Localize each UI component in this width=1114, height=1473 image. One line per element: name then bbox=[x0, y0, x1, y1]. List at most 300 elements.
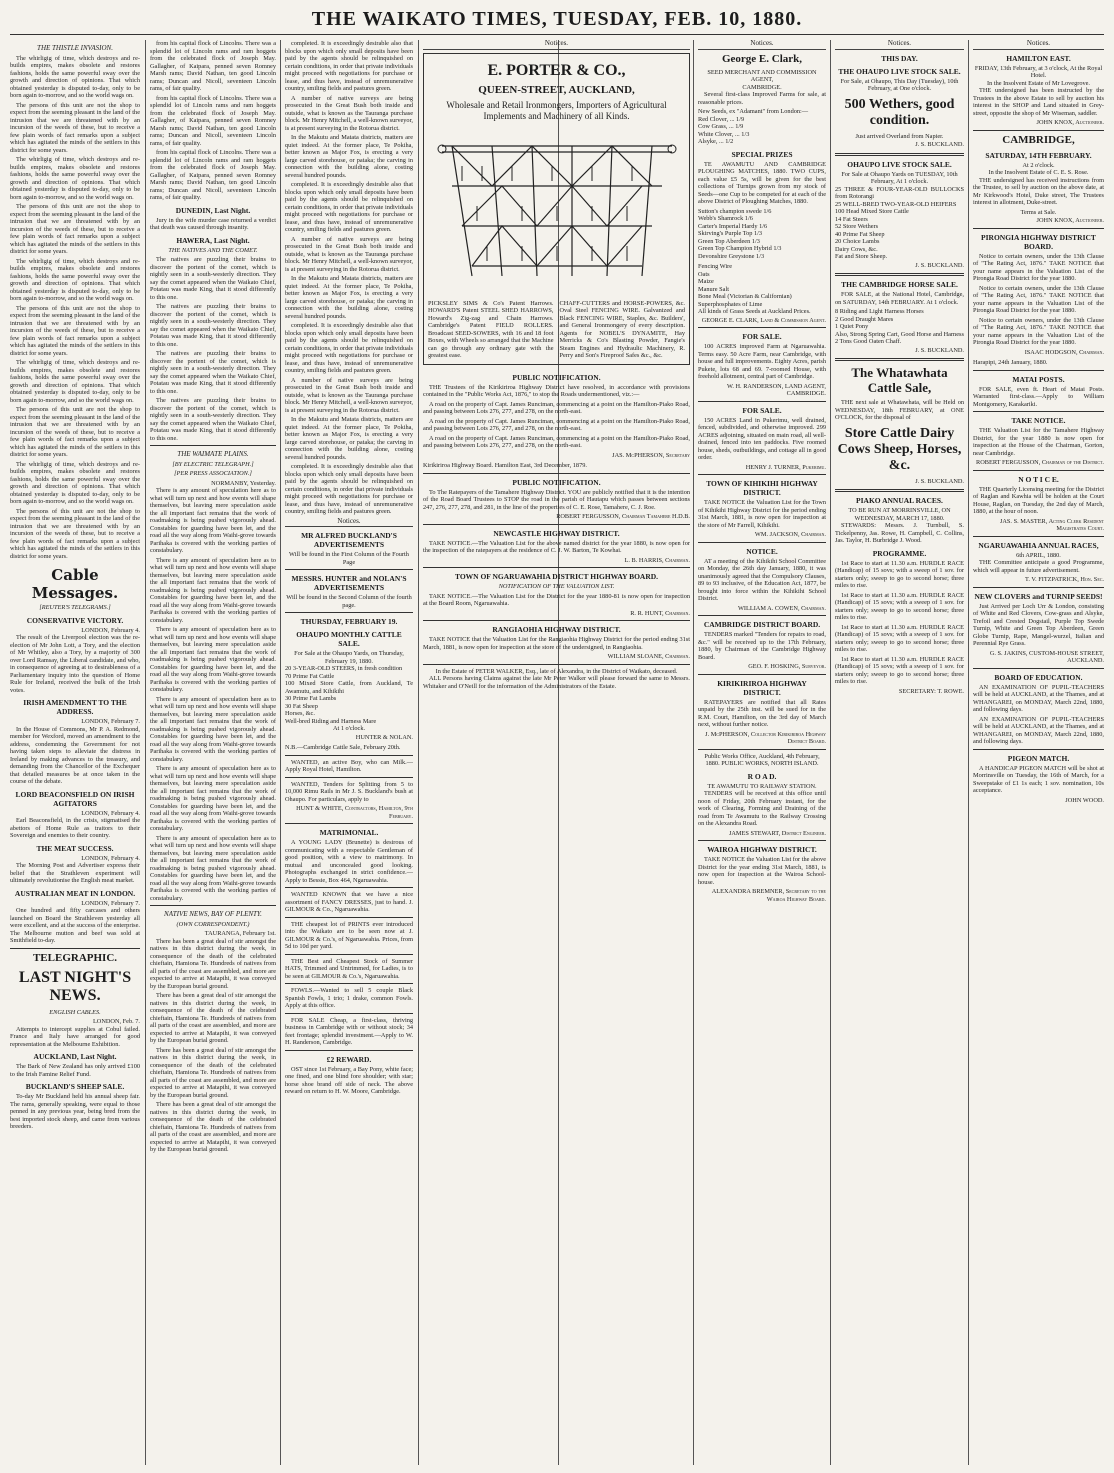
article-paragraph: The natives are puzzling their brains to discover the portent of the comet, which is nightly seen in a south-westerly direction. They say the comet appeared when the Waikato Chief, Potatau was made King, that it stood differently to this one. bbox=[150, 350, 276, 395]
article-paragraph: There is any amount of speculation here as to what will turn up next and how events will shape themselves, but leaving mere speculation aside the all important fact remains that the work of roadmaking is being pushed vigorously ahead. Constables for guarding have been let, and the road all the way along from Waihi-grove towards Parihaka is covered with the working parties of constabulary. bbox=[150, 487, 276, 554]
ad-title: PUBLIC NOTIFICATION. bbox=[512, 372, 601, 382]
divider bbox=[150, 905, 276, 906]
ad-title: MR ALFRED BUCKLAND'S ADVERTISEMENTS bbox=[301, 531, 397, 549]
ad-text: CHAFF-CUTTERS and HORSE-POWERS, &c. Oval Steel FENCING WIRE. Galvanized and Black FENCING WIRE, Staples, &c. Builders', and General Ironmongery of every description. Agents for NOBEL'S DYNAMITE, Hay Merricks & Co's Blasting Powder, Fangie's Steam Engines and Hydraulic Machinery, R. Perry and Son's Fireproof Safes &c., &c. bbox=[559, 299, 685, 359]
article-title: BUCKLAND'S SHEEP SALE. bbox=[25, 1082, 125, 1091]
ad-title: TOWN OF KIHIKIHI HIGHWAY DISTRICT. bbox=[706, 479, 818, 497]
article-title: CONSERVATIVE VICTORY. bbox=[26, 615, 124, 625]
ad-title: PIRONGIA HIGHWAY DISTRICT BOARD. bbox=[981, 232, 1096, 251]
list-item: Also, Strong Spring Cart, Good Horse and Harness bbox=[835, 330, 964, 338]
list-item: Maize bbox=[698, 278, 714, 285]
ad-text: STEWARDS: Messrs. J. Turnbull, S. Tickelpenny, Jas. Rowe, H. Campbell, C. Collins, Jas. Taylor, H. Burbridge J. Wood. bbox=[835, 522, 964, 544]
ad-subtitle: TE AWAMUTU TO RAILWAY STATION. bbox=[707, 782, 817, 790]
list-item: 2 Tons Good Oaten Chaff. bbox=[835, 338, 902, 345]
ad-text: In the Insolvent Estate of C. E. S. Rose. bbox=[988, 169, 1089, 176]
divider bbox=[973, 536, 1104, 537]
divider bbox=[973, 228, 1104, 229]
section-subtitle: [PER PRESS ASSOCIATION.] bbox=[174, 470, 252, 477]
list-item: 100 Mixed Store Cattle, from Auckland, Te Awamutu, and Kihikihi bbox=[285, 680, 413, 695]
ad-text: A road on the property of Capt. James Runciman, commencing at a point on the Hamilton-Piako Road, and passing between Lots 276, 277, and 278, on the north-east. bbox=[423, 417, 690, 432]
dateline: LONDON, February 4. bbox=[81, 809, 140, 817]
column-stock bbox=[835, 40, 964, 1465]
stock-list bbox=[285, 665, 413, 725]
divider bbox=[285, 887, 413, 888]
divider bbox=[10, 948, 140, 949]
signature: J. McPHERSON, Collector Kirikiriroa Highway District Board. bbox=[705, 730, 826, 745]
divider bbox=[698, 749, 826, 750]
bullocks-list bbox=[835, 186, 964, 261]
article-paragraph: The whirligig of time, which destroys and re-builds empires, makes obsolete and restores fashions, holds the same powerful sway over the growth and direction of opinions. That which obtained yesterday is disputed to-day, only to be born again to-morrow, and so the world wags on. bbox=[10, 460, 140, 505]
ad-text: N.B.—Cambridge Cattle Sale, February 20th. bbox=[285, 744, 401, 751]
signature: J. S. BUCKLAND. bbox=[915, 346, 964, 354]
article-paragraph: completed. It is exceedingly desirable also that blocks upon which only small deposits have been paid by the agents should be relinquished on certain conditions, in order that private individuals might proceed with negotiations for purchase or lease, and thus have, instead of unremunerative country, smiling fields and pastures green. bbox=[285, 40, 413, 92]
ad-text: FOR SALE Cheap, a first-class, thriving business in Cambridge with or without stock; 34 feet frontage; splendid investment.—Apply to W. H. Randerson, Cambridge. bbox=[285, 1016, 413, 1046]
divider bbox=[835, 358, 964, 361]
ad-text: ALL Persons having Claims against the late Mr Peter Walker will please forward the same to Messrs. Whitaker and O'Neill for the information of the Administrators of the Estate. bbox=[423, 675, 690, 690]
divider bbox=[835, 153, 964, 156]
article-paragraph: The whirligig of time, which destroys and re-builds empires, makes obsolete and restores fashions, holds the same powerful sway over the growth and direction of opinions. That which obtained yesterday is disputed to-day, only to be born again to-morrow, and so the world wags on. bbox=[10, 257, 140, 302]
article-paragraph: Jury in the wife murder case returned a verdict that death was caused through insanity. bbox=[150, 216, 276, 231]
signature: J. S. BUCKLAND. bbox=[915, 141, 964, 148]
list-item: 20 Choice Lambs bbox=[835, 238, 880, 245]
ad-text: New Seeds, ex "Adamant" from London:— bbox=[698, 108, 809, 115]
ad-text: WANTED KNOWN that we have a nice assortment of FANCY DRESSES, just to hand. J. GILMOUR & Co., Ngaruawahia. bbox=[285, 891, 413, 913]
divider bbox=[835, 489, 964, 492]
signature: WILLIAM SLOANE, Chairman. bbox=[607, 653, 690, 660]
ad-title: SPECIAL PRIZES bbox=[731, 149, 793, 159]
divider bbox=[973, 470, 1104, 471]
signature: J. S. BUCKLAND. bbox=[915, 261, 964, 269]
article-paragraph: The whirligig of time, which destroys and re-builds empires, makes obsolete and restores fashions, holds the same powerful sway over the growth and direction of opinions. That which obtained yesterday is disputed to-day, only to be born again to-morrow, and so the world wags on. bbox=[10, 359, 140, 404]
divider bbox=[285, 954, 413, 955]
column-rule bbox=[418, 40, 419, 1465]
divider bbox=[698, 474, 826, 475]
notices-heading: Notices. bbox=[285, 518, 413, 528]
ad-text: 1st Race to start at 11.30 a.m. HURDLE RACE (Handicap) of 15 sovs; with a sweep of 1 sov. for starters only; sweep to go to second horse; three miles to rise. bbox=[835, 591, 964, 621]
seeds-list bbox=[698, 116, 826, 146]
ad-text: Notice to certain owners, under the 13th Clause of "The Rating Act, 1876." TAKE NOTICE that your name appears in the Valuation List of the Pirongia Road District for the year 1880. bbox=[973, 316, 1104, 346]
column-right bbox=[973, 40, 1104, 1465]
dateline: LONDON, February 4. bbox=[81, 854, 140, 862]
article-paragraph: The persons of this unit are not the shop to expect from the seeming pleasant in the land of the intrusion that we are threatened with by an incursion of the weeds of these, but to receive a few plain words of fact remarks upon a subject which has agitated the minds of the settlers in this district for some years. bbox=[10, 507, 140, 560]
ad-subtitle: QUEEN-STREET, AUCKLAND, bbox=[478, 83, 635, 96]
article-paragraph: A number of native surveys are being prosecuted in the Great Bush both inside and outside, what is known as the Tauranga purchase block. Mr Henry Mitchell, a well-known surveyor, is at present surveying in the Rotorua district. bbox=[285, 376, 413, 414]
article-paragraph: from his capital flock of Lincolns. There was a splendid lot of Lincoln rams and ram hoggets from the celebrated flock of Joseph May. Gallagher, of Kaipara, penned seven Romney Marsh rams; David Nathan, ten good Lincoln rams; Duncan and Nicoll, seventeen Lincoln rams, of fair quality. bbox=[150, 40, 276, 92]
ad-text: TENDERS will be received at this office until noon of Friday, 20th February instant, for the work of Clearing, Forming and Draining of the road from Te Awamutu to the Railway Crossing on the Alexandra Road. bbox=[698, 790, 826, 827]
ad-text: THE undersigned has been instructed by the Trustees in the above Estate to sell by auction his interest in the SHOP and Land situated in Grey-street, opposite the shop of Mr Wiseman, saddler. bbox=[973, 87, 1104, 117]
list-item: 1 Quiet Pony bbox=[835, 323, 869, 330]
article-paragraph: The natives are puzzling their brains to discover the portent of the comet, which is nightly seen in a south-westerly direction. They say the comet appeared when the Waikato Chief, Potatau was made King, that it stood differently to this one. bbox=[150, 303, 276, 348]
signature: WM. JACKSON, Chairman. bbox=[754, 531, 826, 538]
ad-text: Notice to certain owners, under the 13th Clause of "The Rating Act, 1876." TAKE NOTICE that your name appears in the Valuation List of the Pirongia Road District for the year 1880. bbox=[973, 284, 1104, 314]
list-item: 100 Head Mixed Store Cattle bbox=[835, 208, 909, 215]
signature: L. B. HARRIS, Chairman. bbox=[624, 556, 690, 564]
ad-subtitle: CAMBRIDGE. bbox=[742, 83, 782, 91]
signature: HUNTER & NOLAN. bbox=[355, 733, 413, 741]
article-paragraph: Earl Beaconsfield, in the crisis, stigmatised the abettors of Home Rule as traitors to their Sovereign and enemies to their country. bbox=[10, 817, 140, 839]
section-subtitle: [BY ELECTRIC TELEGRAPH.] bbox=[172, 460, 254, 468]
list-item: Devonshire Greystone 1/3 bbox=[698, 252, 765, 260]
divider bbox=[835, 273, 964, 276]
list-item: 30 Prime Fat Lambs bbox=[285, 695, 337, 702]
ad-subtitle: PROGRAMME. bbox=[872, 548, 927, 558]
ad-text: Just Arrived per Loch Urr & London, consisting of White and Red Clovers, Cow-grass and Alsyke, Trefoil and Crested Dogstail, Purple Top Swede Turnip, White and Green Top Aberdeen, Green Globe Turnip, Rape, Mangel-wurzel, Italian and Perennial Rye Grass. bbox=[973, 602, 1104, 647]
column-rule bbox=[968, 40, 969, 1465]
article-paragraph: There has been a great deal of stir amongst the natives in this district during the week, in consequence of the death of the celebrated chieftain, Hamiona Te. Hundreds of natives from all parts of the coast are assembled, and more are expected to arrive at Matapihi, it was conveyed by the European burial ground. bbox=[150, 1101, 276, 1153]
ad-title: In the Estate of PETER WALKER, Esq., late of Alexandra, in the District of Waikato, deceased. bbox=[435, 667, 678, 675]
article-paragraph: There has been a great deal of stir amongst the natives in this district during the week, in consequence of the death of the celebrated chieftain, Hamiona Te. Hundreds of natives from all parts of the coast are assembled, and more are expected to arrive at Matapihi, it was conveyed by the European burial ground. bbox=[150, 992, 276, 1044]
ad-title: The Whatawhata Cattle Sale, bbox=[851, 365, 948, 395]
article-paragraph: To-day Mr Buckland held his annual sheep fair. The rams, generally speaking, were equal to those penned in any previous year, being bred from the best imported stock sheep, and came from various breeders. bbox=[10, 1093, 140, 1130]
ad-title: PIGEON MATCH. bbox=[1007, 753, 1070, 763]
article-paragraph: There is any amount of speculation here as to what will turn up next and how events will shape themselves, but leaving mere speculation aside the all important fact remains that the work of roadmaking is being pushed vigorously ahead. Constables for guarding have been let, and the road all the way along from Waihi-grove towards Parihaka is covered with the working parties of constabulary. bbox=[150, 556, 276, 624]
article-paragraph: The whirligig of time, which destroys and re-builds empires, makes obsolete and restores fashions, holds the same powerful sway over the growth and direction of opinions. That which obtained yesterday is disputed to-day, only to be born again to-morrow, and so the world wags on. bbox=[10, 156, 140, 201]
ad-title: RANGIAOHIA HIGHWAY DISTRICT. bbox=[492, 625, 621, 634]
article-paragraph: In the House of Commons, Mr P. A. Redmond, member for Wexford, moved an amendment to the address, condemning the Government for not having taken steps to alleviate the distress in Ireland by making advances to the treasury, and demanding from the Chancellor of the Exchequer that detailed measures be at once taken in the course of the debate. bbox=[10, 725, 140, 785]
ad-text: AN EXAMINATION OF PUPIL-TEACHERS will be held at AUCKLAND, at the Thames, and at WHANGAREI, on MONDAY, March 22nd, 1880, and following days. bbox=[973, 683, 1104, 713]
list-item: Fencing Wire bbox=[698, 263, 733, 270]
list-item: All kinds of Grass Seeds at Auckland Prices. bbox=[698, 308, 811, 315]
ad-title: CAMBRIDGE DISTRICT BOARD. bbox=[703, 620, 821, 629]
list-item: Red Clover, ... 1/9 bbox=[698, 115, 745, 123]
article-paragraph: There is any amount of speculation here as to what will turn up next and how events will shape themselves, but leaving mere speculation aside the all important fact remains that the work of roadmaking is being pushed vigorously ahead. Constables for guarding have been let, and the road all the way along from Waihi-grove towards Parihaka is covered with the working parties of constabulary. bbox=[150, 765, 276, 832]
list-item: 20 3-YEAR-OLD STEERS, in fresh condition bbox=[285, 665, 403, 672]
list-item: 25 THREE & FOUR-YEAR-OLD BULLOCKS from Rotorangi bbox=[835, 185, 964, 200]
list-item: 25 WELL-BRED TWO-YEAR-OLD HEIFERS bbox=[835, 200, 957, 208]
signature: HUNT & WHITE, Contractors, Hamilton, 9th February. bbox=[296, 805, 413, 820]
notices-heading: Notices. bbox=[423, 40, 690, 50]
ad-title: FOR SALE. bbox=[742, 332, 782, 341]
ad-title: THIS DAY. bbox=[881, 53, 918, 63]
turnips-list bbox=[698, 208, 826, 261]
ad-title: £2 REWARD. bbox=[326, 1054, 372, 1064]
ad-text: AN EXAMINATION OF PUPIL-TEACHERS will be held at AUCKLAND, at the Thames, and at WHANGAREI, on MONDAY, March 22nd, 1880, and following days. bbox=[973, 715, 1104, 745]
signature: ROBERT FERGUSSON, Chairman Tamahere H.D.B. bbox=[556, 513, 690, 520]
dateline: LONDON, February 7. bbox=[81, 899, 140, 907]
ad-text: In the Insolvent Estate of Mr Lovegrove. bbox=[987, 79, 1090, 87]
ad-text: THE Valuation List for the Tamahere Highway District, for the year 1880 is now open for inspection at the House of the Chairman, Gorton, near Cambridge. bbox=[973, 427, 1104, 457]
ad-text: A HANDICAP PIGEON MATCH will be shot at Morrinsville on Tuesday, the 16th of March, for a Sweepstake of £1 1s each; 1 sov. nomination, 10s acceptance. bbox=[973, 764, 1104, 794]
ad-text: 150 ACRES Land in Pukerimu, well drained, fenced, subdivided, and otherwise improved. 299 ACRES adjoining, situated on main road, all well-drained, fenced into ten paddocks. Five roomed house, sheds, outbuildings, and cottage all in good order. bbox=[698, 416, 826, 461]
ad-text: THE Committee anticipate a good Programme, which will appear in future advertisement. bbox=[973, 559, 1104, 574]
divider bbox=[285, 612, 413, 613]
ad-text: OST since 1st February, a Bay Pony, white face; one fined, and one blind fore shoulder; with star; horse shoe brand off side of neck. The above reward on return to H. W. Moore, Cambridge. bbox=[285, 1065, 413, 1095]
masthead: THE WAIKATO TIMES, TUESDAY, FEB. 10, 1880. bbox=[10, 8, 1104, 35]
article-paragraph: The persons of this unit are not the shop to expect from the seeming pleasant in the land of the intrusion that we are threatened with by an incursion of the weeds of these, but to receive a few plain words of fact remarks upon a subject which has agitated the minds of the settlers in this district for some years. bbox=[10, 203, 140, 255]
divider bbox=[698, 542, 826, 543]
article-title: AUCKLAND, Last Night. bbox=[33, 1052, 117, 1061]
article-title: AUSTRALIAN MEAT IN LONDON. bbox=[14, 888, 136, 898]
article-paragraph: completed. It is exceedingly desirable also that blocks upon which only small deposits have been paid by the agents should be relinquished on certain conditions, in order that private individuals might proceed with negotiations for purchase or lease, and thus have, instead of unremunerative country, smiling fields and pastures green. bbox=[285, 322, 413, 374]
divider bbox=[698, 615, 826, 616]
misc-list bbox=[698, 263, 826, 316]
column-rule bbox=[693, 40, 694, 1465]
list-item: Manure Salt bbox=[698, 285, 729, 293]
dateline: LONDON, Feb. 7. bbox=[92, 1018, 140, 1025]
ad-text: THE cheapest lot of PRINTS ever introduced into the Waikato are to be seen now at J. GILMOUR & Co.'s, of Ngaruawahia. Prices, from 5d to 10d per yard. bbox=[285, 920, 413, 950]
divider bbox=[285, 823, 413, 824]
list-item: Superphosphates of Lime bbox=[698, 300, 763, 308]
ad-text: A road on the property of Capt. James Runciman, commencing at a point on the Hamilton-Piako Road, and passing between Lots 276, 277, and 278, on the north-east. bbox=[423, 434, 690, 449]
article-paragraph: The persons of this unit are not the shop to expect from the seeming pleasant in the land of the intrusion that we are threatened with by an incursion of the weeds of these, but to receive a few plain words of fact remarks upon a subject which has agitated the minds of the settlers in this district for some years. bbox=[10, 101, 140, 154]
column-2 bbox=[150, 40, 276, 1465]
ad-title: NEWCASTLE HIGHWAY DISTRICT. bbox=[493, 528, 620, 538]
article-paragraph: The natives are puzzling their brains to discover the portent of the comet, which is nightly seen in a south-westerly direction. They say the comet appeared when the Waikato Chief, Potatau was made King, that it stood differently to this one. bbox=[150, 256, 276, 301]
notices-heading: Notices. bbox=[973, 40, 1104, 50]
list-item: 52 Store Wethers bbox=[835, 223, 879, 230]
article-paragraph: completed. It is exceedingly desirable also that blocks upon which only small deposits have been paid by the agents should be relinquished on certain conditions, in order that private individuals might proceed with negotiations for purchase or lease, and thus have, instead of unremunerative country, smiling fields and pastures green. bbox=[285, 181, 413, 233]
signature: ISAAC HODGSON, Chairman. bbox=[1024, 348, 1104, 356]
ad-text: Wholesale and Retail Ironmongers, Importers of Agricultural Implements and Machinery of all Kinds. bbox=[446, 99, 667, 121]
signature: SECRETARY: T. ROWE. bbox=[898, 687, 964, 695]
ad-text: At 1 o'clock. bbox=[332, 725, 366, 732]
column-5 bbox=[563, 40, 689, 1465]
ad-title: PUBLIC NOTIFICATION. bbox=[512, 477, 601, 487]
divider bbox=[285, 755, 413, 756]
divider bbox=[285, 917, 413, 918]
list-item: Alsyke, ... 1/2 bbox=[698, 138, 734, 145]
article-paragraph: A number of native surveys are being prosecuted in the Great Bush both inside and outside, what is known as the Tauranga purchase block. Mr Henry Mitchell, a well-known surveyor, is at present surveying in the Rotorua district. bbox=[285, 94, 413, 132]
column-rule bbox=[830, 40, 831, 1465]
list-item: Horses, &c. bbox=[285, 710, 315, 717]
article-paragraph: In the Makutu and Matata districts, matters are quiet indeed. At the former place, Te Pokiha, better known as Major Fox, is erecting a very large carved storehouse, or pataka; the carving in connection with the building alone, costing several hundred pounds. bbox=[285, 275, 413, 320]
signature: JAS. S. MASTER, Acting Clerk Resident Magistrates Court. bbox=[999, 517, 1104, 532]
article-paragraph: from his capital flock of Lincolns. There was a splendid lot of Lincoln rams and ram hoggets from the celebrated flock of Joseph May. Gallagher, of Kaipara, penned seven Romney Marsh rams; David Nathan, ten good Lincoln rams; Duncan and Nicoll, seventeen Lincoln rams, of fair quality. bbox=[150, 94, 276, 147]
column-rule bbox=[145, 40, 146, 1465]
article-paragraph: The natives are puzzling their brains to discover the portent of the comet, which is nightly seen in a south-westerly direction. They say the comet appeared when the Waikato Chief, Potatau was made King, that it stood differently to this one. bbox=[150, 397, 276, 442]
article-paragraph: A number of native surveys are being prosecuted in the Great Bush both inside and outside, what is known as the Tauranga purchase block. Mr Henry Mitchell, a well-known surveyor, is at present surveying in the Rotorua district. bbox=[285, 235, 413, 273]
divider bbox=[285, 983, 413, 984]
article-paragraph: There has been a great deal of stir amongst the natives in this district during the week, in consequence of the death of the celebrated chieftain, Hamiona Te. Hundreds of natives from all parts of the coast are assembled, and more are expected to arrive at Matapihi, it was conveyed by the European burial ground. bbox=[150, 1046, 276, 1099]
horse-list bbox=[835, 308, 964, 346]
ad-text: TAKE NOTICE.—The Valuation List for the District for the year 1880-81 is now open for inspection at the Board Room, Ngaruawahia. bbox=[423, 592, 690, 607]
ad-subtitle: R O A D. bbox=[747, 771, 777, 781]
ad-title: Store Cattle Dairy Cows Sheep, Horses, &c. bbox=[837, 425, 962, 473]
ad-title: BOARD OF EDUCATION. bbox=[994, 672, 1083, 682]
ad-text: To The Ratepayers of the Tamahere Highway District. YOU are publicly notified that it is the intention of the Road Board Trustees to STOP the road in the parish of Hautapu which passes between sections 247, 276, 277, 278, and 281, in the line of the properties of C. E. Rose, Tamahere, C. J. Roe. bbox=[423, 488, 690, 511]
ad-title: NEW CLOVERS and TURNIP SEEDS! bbox=[974, 591, 1103, 601]
ad-text: 1st Race to start at 11.30 a.m. HURDLE RACE (Handicap) of 15 sovs; with a sweep of 1 sov. for starters only; sweep to go to second horse; three miles to rise. bbox=[835, 559, 964, 589]
ad-title: KIRIKIRIROA HIGHWAY DISTRICT. bbox=[717, 678, 807, 697]
ad-text: TAKE NOTICE the Valuation List for the above District for the year ending 31st March, 1881, is now open for inspection at the Wairoa School-house. bbox=[698, 856, 826, 886]
signature: GEORGE E. CLARK, Land & Commission Agent. bbox=[701, 316, 826, 324]
column-clark bbox=[698, 40, 826, 1465]
ad-subtitle: SATURDAY, 14TH FEBRUARY. bbox=[985, 150, 1092, 160]
ad-text: FOWLS.—Wanted to sell 5 couple Black Spanish Fowls, 1 trio; 1 drake, common Fowls. Apply at this office. bbox=[285, 987, 413, 1009]
ad-text: TAKE NOTICE.—The Valuation List for the above named district for the year 1880, is now open for the inspection of the ratepayers at the residence of C. J. W. Barton, Te Kowhai. bbox=[423, 539, 690, 554]
ad-text: PICKSLEY SIMS & Co's Patent Harrows. HOWARD'S Patent STEEL SHED HARROWS, Howard's Zig-zag and Chain Harrows. Cambridge's Patent FIELD ROLLERS. Broadcast SEED-SOWERS, with 16 and 18 foot Boxes, with Wheels so arranged that the Machine can go through any ordinary gate with the greatest ease. bbox=[428, 299, 554, 359]
article-paragraph: The persons of this unit are not the shop to expect from the seeming pleasant in the land of the intrusion that we are threatened with by an incursion of the weeds of these, but to receive a few plain words of fact remarks upon a subject which has agitated the minds of the settlers in this district for some years. bbox=[10, 304, 140, 357]
signature: HENRY J. TURNER, Pukerimu. bbox=[745, 463, 826, 471]
signature: ALEXANDRA BREMNER, Secretary to the Wairoa Highway Board. bbox=[711, 888, 826, 903]
ad-text: RATEPAYERS are notified that all Rates unpaid by the 25th inst. will be sued for in the R.M. Court, Hamilton, on the 3rd day of March next, without further notice. bbox=[698, 698, 826, 728]
article-paragraph: The result of the Liverpool election was the re-election of Mr John Lott, a Tory, and the election of Mr Whitley, also a Tory, by a majority of 300 over Lord Ramsay, the Liberal candidate, and who, in consequence of agreeing at to desirableness of a Parliamentary inquiry into the question of Home Rule for Ireland, received the bulk of the Irish votes. bbox=[10, 634, 140, 694]
article-paragraph: The Morning Post and Advertiser express their belief that the Strathleven experiment will ultimately revolutionise the English meat market. bbox=[10, 862, 140, 884]
ad-title: Public Works Office, Auckland, 4th February, 1880. PUBLIC WORKS, NORTH ISLAND. bbox=[704, 752, 820, 767]
list-item: Well-bred Riding and Harness Mare bbox=[285, 717, 377, 725]
ad-text: Will be found in the Second Column of the fourth page. bbox=[286, 594, 412, 609]
dateline: TAURANGA, February 1st. bbox=[204, 930, 276, 937]
divider bbox=[285, 569, 413, 570]
ad-text: THE next sale at Whatawhata, will be Held on WEDNESDAY, 18th FEBRUARY, at ONE O'CLOCK, for the disposal of bbox=[835, 399, 964, 421]
article-paragraph: One hundred and fifty carcases and others launched on Board the Strathleven yesterday all were excellent, and at the success of the enterprise. The Melbourne mutton and beef was sold at Smithfield to-day. bbox=[10, 907, 140, 944]
ad-title: MATAI POSTS. bbox=[1012, 374, 1065, 384]
ad-subtitle: SEED MERCHANT AND COMMISSION AGENT, bbox=[707, 68, 817, 83]
dateline: LONDON, February 7. bbox=[81, 718, 140, 725]
list-item: 8 Riding and Light Harness Horses bbox=[835, 308, 924, 315]
divider bbox=[285, 1013, 413, 1014]
list-item: 2 Good Draught Mares bbox=[835, 315, 894, 323]
list-item: Green Top Champion Hybrid 1/3 bbox=[698, 245, 782, 252]
ad-text: At 2 o'clock. bbox=[1022, 161, 1055, 169]
ad-title: TOWN OF NGARUAWAHIA DISTRICT HIGHWAY BOARD. bbox=[454, 572, 659, 581]
divider bbox=[698, 674, 826, 675]
signature: JAS. McPHERSON, Secretary bbox=[612, 451, 690, 459]
signature: JOHN KNOX, Auctioneer. bbox=[1036, 217, 1104, 224]
ad-text: For Sale at the Ohaupo Yards, on Thursday, February 19, 1880. bbox=[294, 650, 404, 665]
divider bbox=[973, 749, 1104, 750]
ad-text: Just arrived Overland from Napier. bbox=[855, 132, 944, 140]
signature: JOHN KNOX, Auctioneer. bbox=[1036, 119, 1104, 126]
section-title: Cable Messages. bbox=[31, 566, 119, 602]
signature: ROBERT FERGUSSON, Chairman of the District. bbox=[976, 459, 1104, 466]
divider bbox=[973, 130, 1104, 131]
article-paragraph: In the Makutu and Matata districts, matters are quiet indeed. At the former place, Te Pokiha, better known as Major Fox, is erecting a very large carved storehouse, or pataka; the carving in connection with the building alone, costing several hundred pounds. bbox=[285, 134, 413, 179]
ad-title: MATRIMONIAL. bbox=[319, 828, 379, 837]
signature: J. S. BUCKLAND. bbox=[915, 477, 964, 485]
list-item: 30 Fat Sheep bbox=[285, 702, 318, 710]
list-item: Oats bbox=[698, 270, 710, 278]
ad-title: TAKE NOTICE. bbox=[1011, 416, 1066, 425]
article-title: THE MEAT SUCCESS. bbox=[36, 843, 114, 853]
ad-title: N O T I C E. bbox=[1018, 474, 1059, 484]
divider bbox=[698, 327, 826, 328]
dateline: NORMANBY, Yesterday. bbox=[211, 479, 276, 487]
ad-text: TO BE RUN AT MORRINSVILLE, ON WEDNESDAY, MARCH 17, 1880. bbox=[848, 507, 951, 522]
list-item: Carter's Imperial Hardy 1/6 bbox=[698, 222, 768, 230]
divider bbox=[973, 370, 1104, 371]
section-subtitle: (OWN CORRESPONDENT.) bbox=[176, 920, 250, 928]
article-title: DUNEDIN, Last Night. bbox=[175, 205, 251, 215]
ad-title: WAIROA HIGHWAY DISTRICT. bbox=[707, 845, 817, 854]
signature: G. S. JAKINS, CUSTOM-HOUSE STREET, AUCKLAND. bbox=[989, 649, 1104, 664]
list-item: 14 Fat Steers bbox=[835, 215, 868, 223]
divider bbox=[973, 411, 1104, 412]
signature: T. V. FITZPATRICK, Hon. Sec. bbox=[1024, 576, 1104, 583]
list-item: 40 Prime Fat Sheep bbox=[835, 230, 885, 238]
article-title: IRISH AMENDMENT TO THE ADDRESS. bbox=[23, 698, 127, 716]
article-title: NATIVE NEWS, BAY OF PLENTY. bbox=[164, 910, 262, 918]
list-item: White Clover, ... 1/3 bbox=[698, 130, 750, 138]
article-title: THE THISTLE INVASION. bbox=[37, 44, 113, 52]
ad-text: THE Trustees of the Kirikiriroa Highway District have resolved, in accordance with provisions contained in the "Public Works Act, 1876," to stop the Roads undermentioned, viz.:— bbox=[423, 383, 690, 398]
ad-text: TAKE NOTICE that the Valuation List for the Rangiaohia Highway District for the period ending 31st March, 1881, is now open for inspection at the store of the undersigned, in Rangiaohia. bbox=[423, 636, 690, 651]
article-paragraph: There is any amount of speculation here as to what will turn up next and how events will shape themselves, but leaving mere speculation aside the all important fact remains that the work of roadmaking is being pushed vigorously ahead. Constables for guarding have been let, and the road all the way along from Waihi-grove towards Parihaka is covered with the working parties of constabulary. bbox=[150, 626, 276, 693]
ad-text: For Sale at Ohaupo Yards on TUESDAY, 10th February, At 1 o'clock. bbox=[841, 170, 958, 185]
article-paragraph: In the Makutu and Matata districts, matters are quiet indeed. At the former place, Te Pokiha, better known as Major Fox, is erecting a very large carved storehouse, or pataka; the carving in connection with the building alone, costing several hundred pounds. bbox=[285, 416, 413, 461]
ad-text: 1st Race to start at 11.30 a.m. HURDLE RACE (Handicap) of 15 sovs; with a sweep of 1 sov. for starters only; sweep to go to second horse; three miles to rise. bbox=[835, 623, 964, 653]
ad-text: THE undersigned has received instructions from the Trustee, to sell by auction on the above date, at Mr Kirkwood's Hotel, Duke street, The Trustees interest in allotment, Duke-street. bbox=[973, 176, 1104, 206]
ad-text: WANTED, Tenders for Splitting from 5 to 10,000 Rimu Rails in Mr J. S. Buckland's bush at Ohaupo. For particulars, apply to bbox=[285, 780, 413, 803]
list-item: Cow Grass, ... 1/9 bbox=[698, 123, 744, 130]
ad-text: 100 ACRES improved Farm at Ngaruawahia. Terms easy. 50 Acre Farm, near Cambridge, with house and full improvements. Eighty Acres, parish Pukete, lots 68 and 69. 7-roomed House, with freehold allotment, central part of Cambridge. bbox=[698, 343, 826, 380]
ad-text: THE Best and Cheapest Stock of Summer HATS, Trimmed and Untrimmed, for Ladies, is to be seen at GILMOUR & Co.'s, Ngaruawahia. bbox=[285, 957, 413, 980]
ad-text: A YOUNG LADY (Brunette) is desirous of communicating with a respectable Gentleman of good position, with a view to matrimony. In mutual and unconcealed good looking. Photographs exchanged in strict confidence.—Apply to Bessie, Box 464, Ngaruawahia. bbox=[285, 839, 413, 884]
ad-title: THE CAMBRIDGE HORSE SALE. bbox=[841, 280, 958, 289]
divider bbox=[285, 777, 413, 778]
ad-title: NOTICE. bbox=[746, 546, 778, 556]
signature: GEO. F. HOSKING, Surveyor. bbox=[748, 663, 826, 670]
article-paragraph: There has been a great deal of stir amongst the natives in this district during the week, in consequence of the death of the celebrated chieftain, Hamiona Te. Hundreds of natives from all parts of the coast are assembled, and more are expected to arrive at Matapihi, it was conveyed by the European burial ground. bbox=[150, 937, 276, 990]
ad-title: THURSDAY, FEBRUARY 19. bbox=[300, 617, 398, 626]
ad-title: FOR SALE. bbox=[742, 405, 782, 415]
list-item: Skirving's Purple Top 1/3 bbox=[698, 230, 763, 237]
article-paragraph: Attempts to intercept supplies at Cobul failed. France and Italy have arranged for good representation at the Melbourne Exhibition. bbox=[10, 1025, 140, 1048]
section-subtitle: THE NATIVES AND THE COMET. bbox=[168, 246, 258, 254]
article-title: HAWERA, Last Night. bbox=[176, 235, 250, 245]
ad-title: MESSRS. HUNTER and NOLAN'S ADVERTISEMENTS bbox=[291, 574, 407, 592]
list-item: 70 Prime Fat Cattle bbox=[285, 672, 335, 680]
ad-text: TE AWAMUTU AND CAMBRIDGE PLOUGHING MATCHES, 1880. TWO CUPS, each value £5 5s, will be given for the best collections of Turnips grown from my stock of Seeds—one Cup to be competed for at each of the above District of Ploughing Matches, 1880. bbox=[698, 160, 826, 205]
column-3 bbox=[285, 40, 413, 1465]
divider bbox=[698, 840, 826, 841]
article-paragraph: The Bark of New Zealand has only arrived £100 to the Irish Famine Relief Fund. bbox=[10, 1063, 140, 1078]
ad-text: Notice to certain owners, under the 13th Clause of "The Rating Act, 1876." TAKE NOTICE that your name appears in the Valuation List of the Pirongia Road District for the year 1880. bbox=[973, 252, 1104, 282]
ad-text: For Sale, at Ohaupo, This Day (Tuesday), 10th February, at One o'clock. bbox=[840, 77, 959, 92]
list-item: Webb's Shamrock 1/6 bbox=[698, 215, 753, 222]
ad-title: CAMBRIDGE, bbox=[1002, 133, 1075, 146]
column-rule bbox=[280, 40, 281, 1465]
ad-title: HAMILTON EAST. bbox=[1006, 53, 1071, 63]
ad-text: FOR SALE, even ft. Heart of Matai Posts. Warranted first-class.—Apply to William Montgomery, Karakariki. bbox=[973, 385, 1104, 408]
article-paragraph: The whirligig of time, which destroys and re-builds empires, makes obsolete and restores fashions, holds the same powerful sway over the growth and direction of opinions. That which obtained yesterday is disputed to-day, only to be born again to-morrow, and so the world wags on. bbox=[10, 54, 140, 99]
divider bbox=[698, 401, 826, 402]
list-item: Dairy Cows, &c. bbox=[835, 245, 878, 253]
section-title: TELEGRAPHIC. bbox=[32, 951, 118, 964]
ad-title: OHAUPO MONTHLY CATTLE SALE. bbox=[296, 630, 402, 648]
ad-text: Will be found in the First Column of the Fourth Page bbox=[289, 551, 409, 566]
list-item: Bone Meal (Victorian & Californian) bbox=[698, 293, 792, 300]
article-paragraph: There is any amount of speculation here as to what will turn up next and how events will shape themselves, but leaving mere speculation aside the all important fact remains that the work of roadmaking is being pushed vigorously ahead. Constables for guarding have been let, and the road all the way along from Waihi-grove towards Parihaka is covered with the working parties of constabulary. bbox=[150, 695, 276, 763]
column-1 bbox=[10, 40, 140, 1465]
divider bbox=[150, 445, 276, 446]
ad-title: George E. Clark, bbox=[721, 52, 803, 65]
ad-text: AT a meeting of the Kihikihi School Committee on Monday, the 26th day January, 1880, it was unanimously agreed that the Compulsory Clauses, 89 to 93 inclusive, of the Education Act, 1877, be brought into force within the Kihikihi School District. bbox=[698, 557, 826, 602]
dateline: LONDON, February 4. bbox=[81, 626, 140, 634]
signature: JAMES STEWART, District Engineer. bbox=[728, 829, 826, 837]
ad-text: TENDERS marked "Tenders for repairs to road, &c." will be received up to the 17th February, 1880, by Chairman of the Cambridge Highway Board. bbox=[698, 631, 826, 661]
ad-title: E. PORTER & CO., bbox=[487, 61, 626, 79]
ad-text: 1st Race to start at 11.30 a.m. HURDLE RACE (Handicap) of 15 sovs; with a sweep of 1 sov. for starters only; sweep to go to second horse; three miles to rise. bbox=[835, 655, 964, 685]
article-paragraph: The persons of this unit are not the shop to expect from the seeming pleasant in the land of the intrusion that we are threatened with by an incursion of the weeds of these, but to receive a few plain words of fact remarks upon a subject which has agitated the minds of the settlers in this district for some years. bbox=[10, 406, 140, 458]
section-title: LAST NIGHT'S NEWS. bbox=[18, 968, 132, 1004]
article-paragraph: There is any amount of speculation here as to what will turn up next and how events will shape themselves, but leaving mere speculation aside the all important fact remains that the work of roadmaking is being pushed vigorously ahead. Constables for guarding have been let, and the road all the way along from Waihi-grove towards Parihaka is covered with the working parties of constabulary. bbox=[150, 834, 276, 902]
ad-text: TAKE NOTICE the Valuation List for the Town of Kihikihi Highway District for the period ending 31st March, 1881, is now open for inspection at the store of Mr Farrell, Kihikihi. bbox=[698, 499, 826, 529]
signature: R. R. HUNT, Chairman. bbox=[630, 609, 690, 617]
ad-text: A road on the property of Capt. James Runciman, commencing at a point on the Hamilton-Piako Road, and passing between Lots 276, 277, and 278, on the north-east. bbox=[423, 400, 690, 415]
ad-title: NGARUAWAHIA ANNUAL RACES, bbox=[978, 540, 1099, 550]
signature: JOHN WOOD. bbox=[1065, 796, 1104, 804]
section-subtitle: ENGLISH CABLES. bbox=[49, 1008, 101, 1016]
notices-heading: Notices. bbox=[835, 40, 964, 50]
ad-text: WANTED, an active Boy, who can Milk.—Apply Royal Hotel, Hamilton. bbox=[285, 758, 413, 773]
list-item: Sutton's champion swede 1/6 bbox=[698, 207, 772, 215]
ad-text: Harapipi, 24th January, 1880. bbox=[973, 359, 1048, 366]
divider bbox=[973, 587, 1104, 588]
section-subtitle: [REUTER'S TELEGRAMS.] bbox=[39, 604, 111, 611]
ad-title: OHAUPO LIVE STOCK SALE. bbox=[847, 159, 952, 169]
ad-title: 500 Wethers, good condition. bbox=[844, 96, 955, 128]
